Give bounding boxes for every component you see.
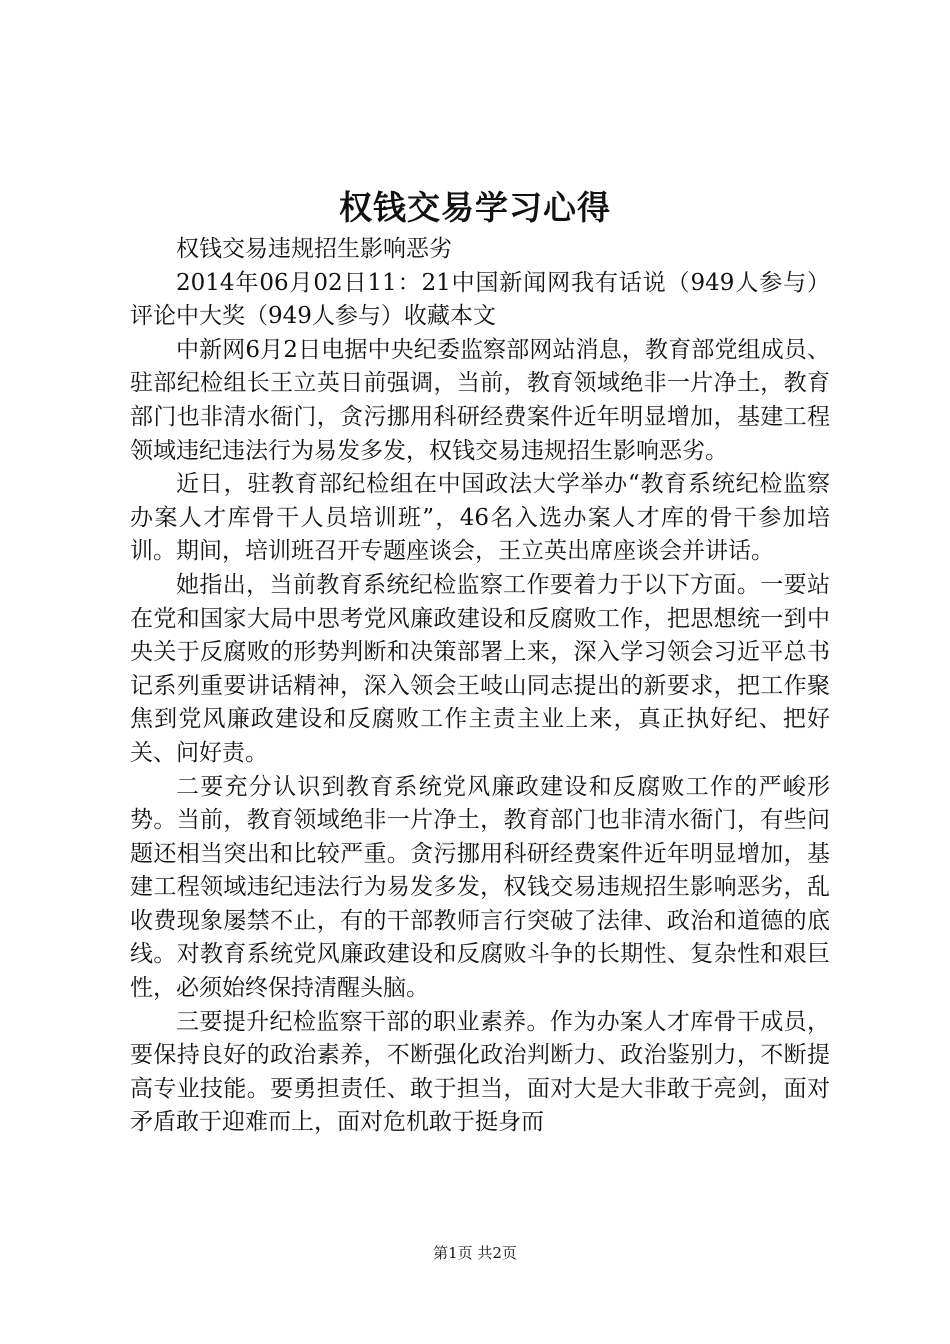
paragraph-lead: 中新网6月2日电据中央纪委监察部网站消息，教育部党组成员、驻部纪检组长王立英日前强调，当前，教育领域绝非一片净土，教育部门也非清水衙门，贪污挪用科研经费案件近年明显增加，基建工程领域违纪违法行为易发多发，权钱交易违规招生影响恶劣。 (130, 336, 830, 464)
paragraph-training: 近日，驻教育部纪检组在中国政法大学举办“教育系统纪检监察办案人才库骨干人员培训班”，46名入选办案人才库的骨干参加培训。期间，培训班召开专题座谈会，王立英出席座谈会并讲话。 (130, 471, 830, 565)
document-body (130, 233, 830, 1140)
page-number-footer: 第1页 共2页 (433, 1244, 517, 1262)
paragraph-point-two: 二要充分认识到教育系统党风廉政建设和反腐败工作的严峻形势。当前，教育领域绝非一片净土，教育部门也非清水衙门，有些问题还相当突出和比较严重。贪污挪用科研经费案件近年明显增加，基建工程领域违纪违法行为易发多发，权钱交易违规招生影响恶劣，乱收费现象屡禁不止，有的干部教师言行突破了法律、政治和道德的底线。对教育系统党风廉政建设和反腐败斗争的长期性、复杂性和艰巨性，必须始终保持清醒头脑。 (130, 773, 830, 1002)
paragraph-point-three: 三要提升纪检监察干部的职业素养。作为办案人才库骨干成员，要保持良好的政治素养，不断强化政治判断力、政治鉴别力，不断提高专业技能。要勇担责任、敢于担当，面对大是大非敢于亮剑，面对矛盾敢于迎难而上，面对危机敢于挺身而 (130, 1008, 830, 1136)
document-title: 权钱交易学习心得 (339, 188, 611, 227)
paragraph-dateline: 2014年06月02日11：21中国新闻网我有话说（949人参与）评论中大奖（949人参与）收藏本文 (130, 269, 830, 330)
paragraph-subtitle: 权钱交易违规招生影响恶劣 (176, 236, 452, 262)
paragraph-point-one: 她指出，当前教育系统纪检监察工作要着力于以下方面。一要站在党和国家大局中思考党风廉政建设和反腐败工作，把思想统一到中央关于反腐败的形势判断和决策部署上来，深入学习领会习近平总书记系列重要讲话精神，深入领会王岐山同志提出的新要求，把工作聚焦到党风廉政建设和反腐败工作主责主业上来，真正执好纪、把好关、问好责。 (130, 571, 830, 766)
